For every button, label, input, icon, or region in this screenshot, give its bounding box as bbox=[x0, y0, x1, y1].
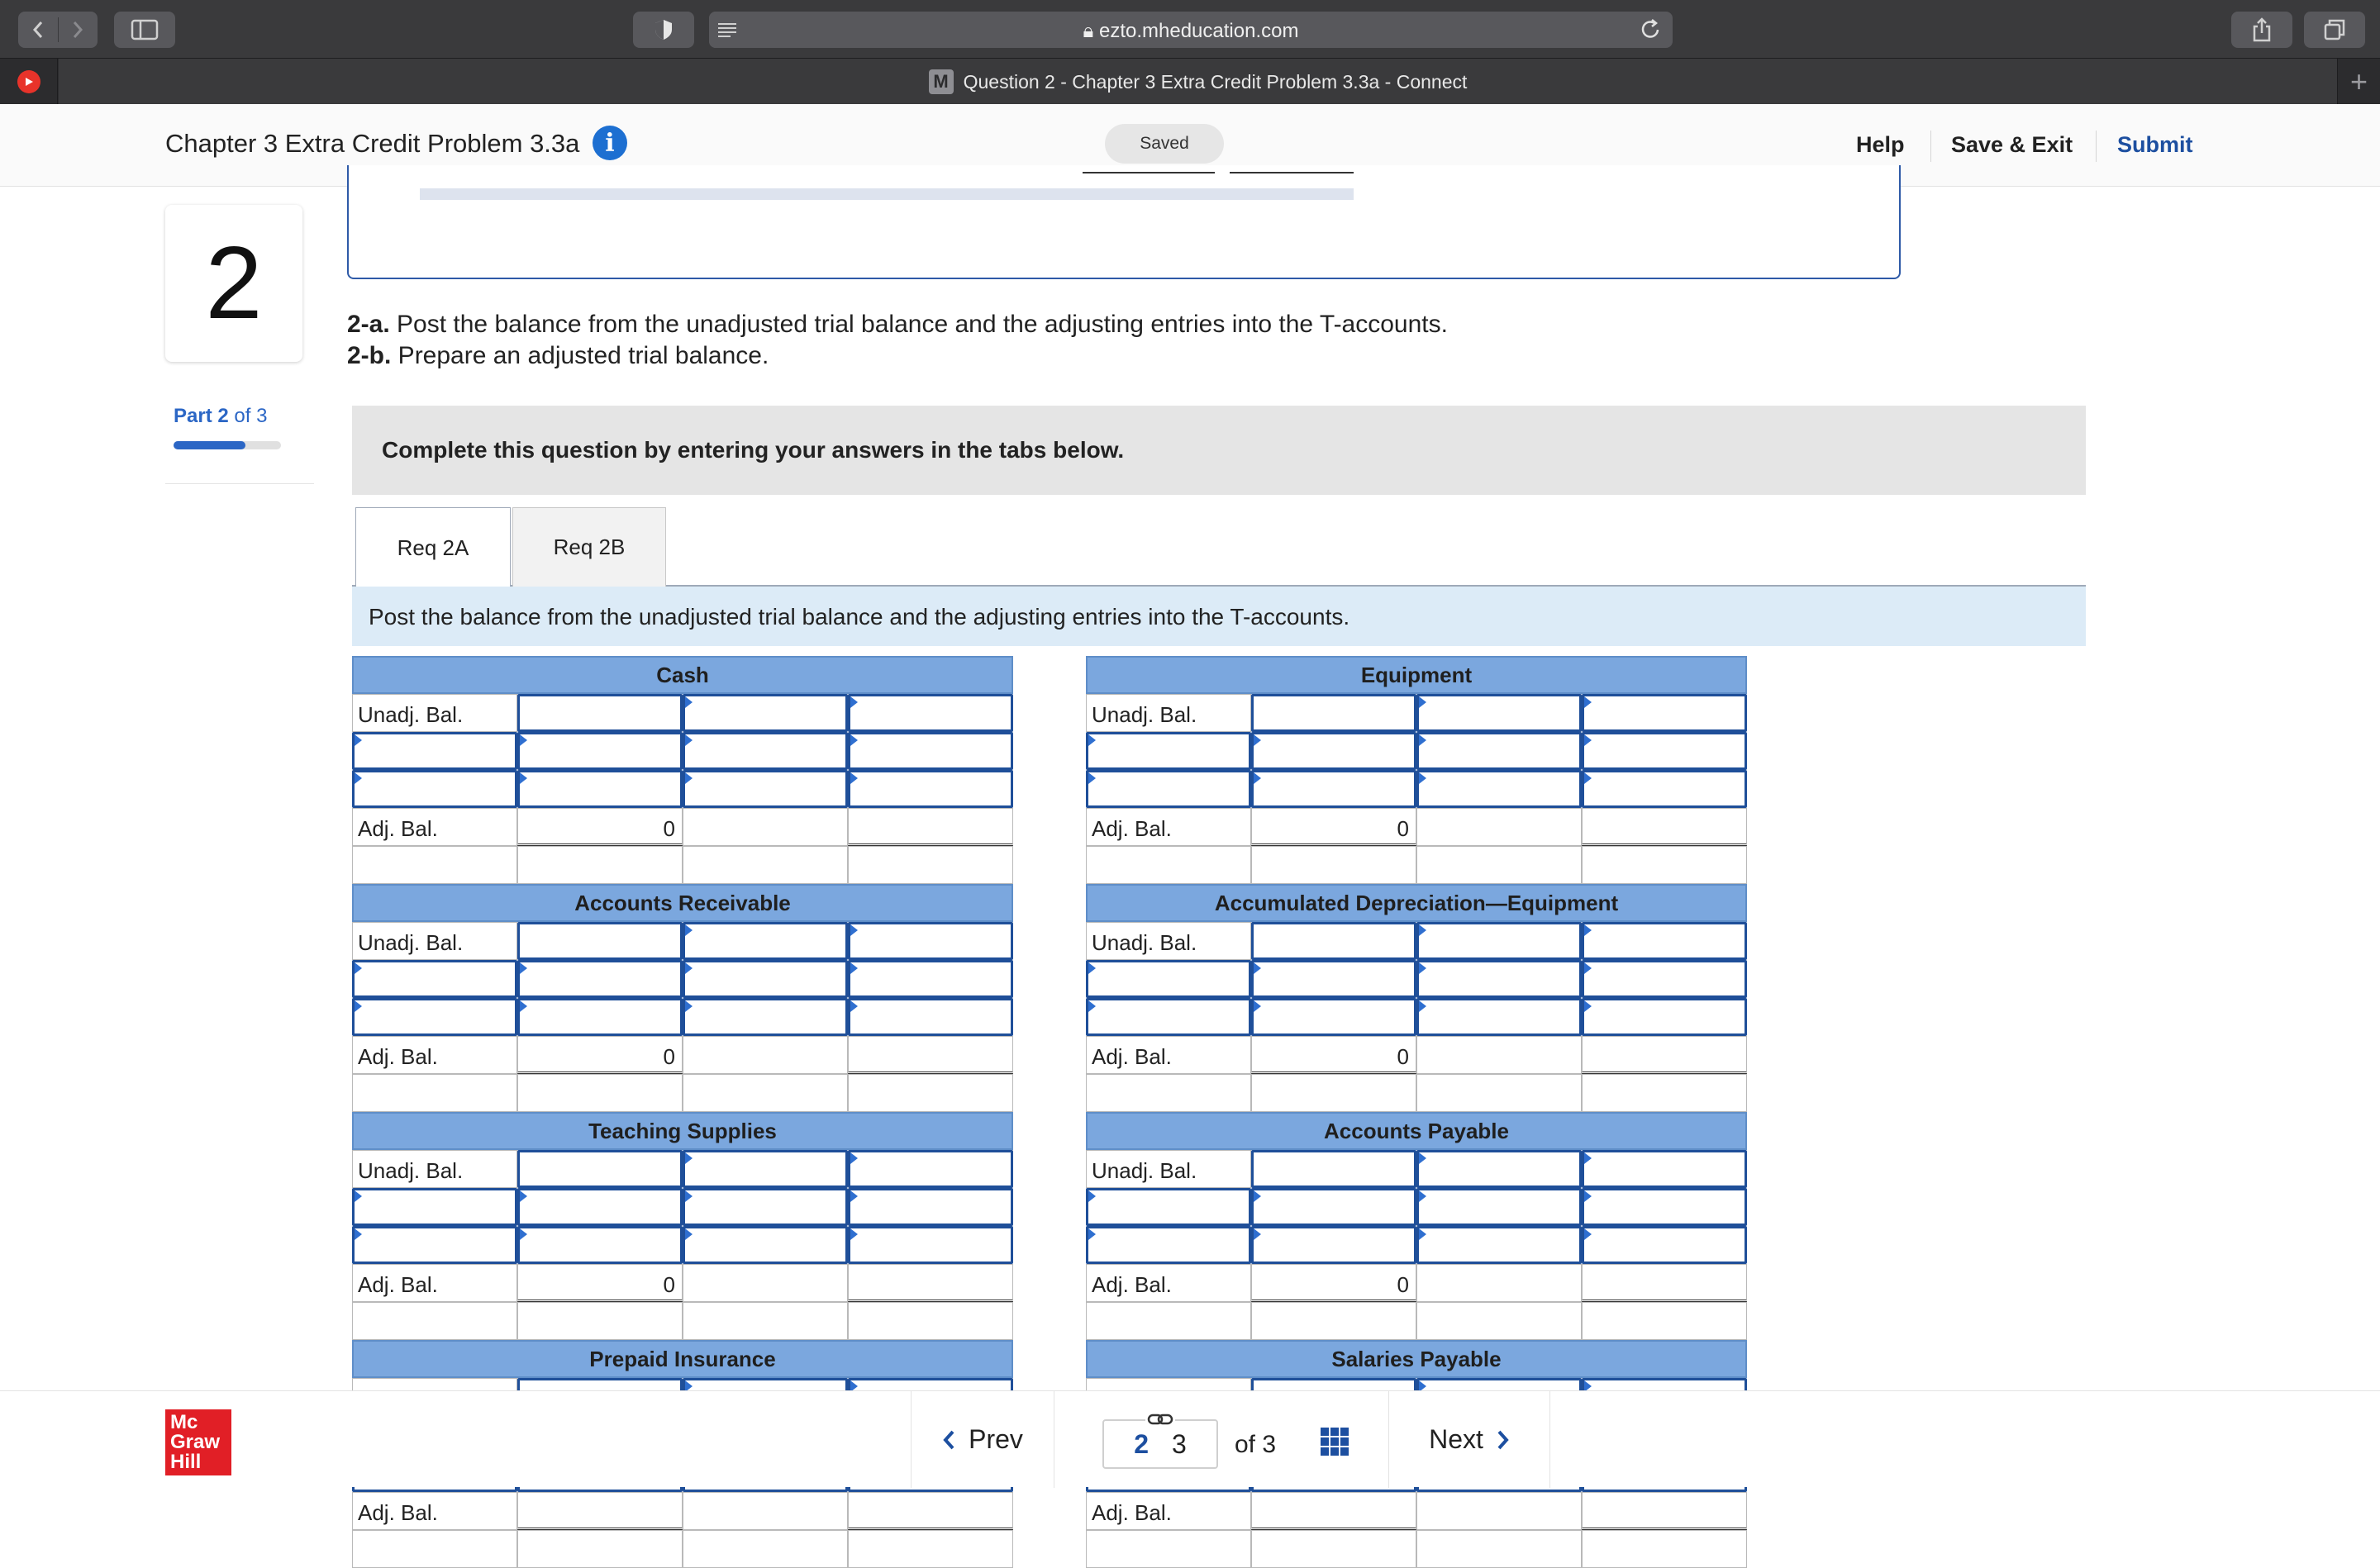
taccount-input[interactable] bbox=[1416, 1150, 1582, 1188]
taccount-input[interactable] bbox=[517, 732, 683, 770]
shield-icon bbox=[654, 18, 674, 41]
adj-balance-credit bbox=[848, 808, 1013, 846]
taccount-input[interactable] bbox=[1416, 960, 1582, 998]
blank-row bbox=[1086, 1530, 1747, 1568]
adj-label: Adj. Bal. bbox=[1086, 1264, 1251, 1302]
taccount-input[interactable] bbox=[848, 732, 1013, 770]
blank-cell bbox=[683, 846, 848, 884]
instructions-text: Complete this question by entering your answers in the tabs below. bbox=[382, 437, 1125, 463]
unadj-row bbox=[352, 1150, 1013, 1188]
taccount-input[interactable] bbox=[848, 1150, 1013, 1188]
entry-row bbox=[352, 1188, 1013, 1226]
line-a-text: Post the balance from the unadjusted trial balance and the adjusting entries into the T-accounts. bbox=[389, 311, 1448, 338]
unadj-label: Unadj. Bal. bbox=[352, 922, 517, 960]
blank-row bbox=[352, 846, 1013, 884]
tab-strip bbox=[0, 58, 2380, 104]
blank-cell bbox=[1582, 846, 1747, 884]
page-total: of 3 bbox=[1235, 1431, 1277, 1458]
next-button[interactable] bbox=[1388, 1391, 1550, 1488]
adj-label: Adj. Bal. bbox=[1086, 1492, 1251, 1530]
address-bar[interactable] bbox=[709, 12, 1673, 48]
taccount-title: Teaching Supplies bbox=[352, 1112, 1013, 1150]
active-tab[interactable] bbox=[59, 59, 2337, 105]
link-icon bbox=[1145, 1411, 1175, 1428]
adj-balance-value bbox=[1251, 1492, 1416, 1530]
help-button[interactable]: Help bbox=[1856, 132, 1905, 157]
blank-cell bbox=[848, 1074, 1013, 1112]
taccount-input[interactable] bbox=[1416, 732, 1582, 770]
taccount-input[interactable] bbox=[1251, 960, 1416, 998]
taccount-input[interactable] bbox=[1582, 1188, 1747, 1226]
blank-cell bbox=[1251, 1074, 1416, 1112]
adj-row bbox=[352, 1036, 1013, 1074]
adj-balance-value: 0 bbox=[1251, 1036, 1416, 1074]
grid-icon[interactable] bbox=[1321, 1428, 1349, 1456]
blank-cell bbox=[1416, 846, 1582, 884]
entry-row bbox=[352, 1226, 1013, 1264]
taccount-input[interactable] bbox=[517, 694, 683, 732]
blank-cell bbox=[517, 1530, 683, 1568]
part-indicator bbox=[174, 405, 267, 428]
taccount-input[interactable] bbox=[1416, 770, 1582, 808]
taccount-input[interactable] bbox=[352, 770, 517, 808]
taccount-input[interactable] bbox=[848, 1226, 1013, 1264]
sidebar-icon bbox=[131, 19, 159, 40]
taccount-input[interactable] bbox=[848, 770, 1013, 808]
adj-balance-credit bbox=[848, 1036, 1013, 1074]
entry-row bbox=[1086, 732, 1747, 770]
unadj-label: Unadj. Bal. bbox=[1086, 694, 1251, 732]
privacy-report-button[interactable] bbox=[633, 12, 694, 48]
chevron-right-icon bbox=[1497, 1429, 1510, 1451]
logo-line: Graw bbox=[170, 1431, 221, 1453]
blank-cell bbox=[1086, 846, 1251, 884]
taccount-input[interactable] bbox=[517, 770, 683, 808]
chevron-left-icon bbox=[31, 20, 45, 40]
part-current: 2 bbox=[217, 405, 229, 427]
blank-cell bbox=[1416, 1036, 1582, 1074]
entry-row bbox=[1086, 998, 1747, 1036]
question-text bbox=[347, 309, 1448, 372]
taccount-input[interactable] bbox=[1086, 732, 1251, 770]
taccount-title: Equipment bbox=[1086, 656, 1747, 694]
adj-row bbox=[1086, 808, 1747, 846]
lock-icon: 🔒︎ bbox=[1083, 20, 1094, 42]
tab-overview-button[interactable] bbox=[2304, 12, 2365, 48]
mcgraw-hill-logo bbox=[165, 1409, 231, 1475]
new-tab-button[interactable]: + bbox=[2337, 59, 2380, 105]
blank-cell bbox=[683, 1264, 848, 1302]
taccount-input[interactable] bbox=[683, 960, 848, 998]
taccount-input[interactable] bbox=[1086, 960, 1251, 998]
back-forward-buttons bbox=[18, 12, 98, 48]
total-underline bbox=[1083, 172, 1215, 173]
entry-row bbox=[352, 732, 1013, 770]
taccount-input[interactable] bbox=[1086, 1188, 1251, 1226]
taccount-input[interactable] bbox=[517, 1226, 683, 1264]
previous-part-panel bbox=[347, 165, 1901, 279]
entry-row bbox=[1086, 1226, 1747, 1264]
logo-line: Hill bbox=[170, 1451, 202, 1473]
entry-row bbox=[352, 770, 1013, 808]
blank-cell bbox=[1251, 846, 1416, 884]
tab-title: Question 2 - Chapter 3 Extra Credit Problem 3.3a - Connect bbox=[963, 70, 1468, 93]
adj-balance-value: 0 bbox=[1251, 1264, 1416, 1302]
taccount-input[interactable] bbox=[1251, 1150, 1416, 1188]
adj-label: Adj. Bal. bbox=[1086, 1036, 1251, 1074]
adj-balance-credit bbox=[848, 1264, 1013, 1302]
taccount-input[interactable] bbox=[1416, 998, 1582, 1036]
blank-cell bbox=[517, 1074, 683, 1112]
prev-button[interactable] bbox=[911, 1391, 1054, 1488]
adj-balance-credit bbox=[1582, 1036, 1747, 1074]
tab-req-2a[interactable]: Req 2A bbox=[355, 507, 511, 588]
blank-cell bbox=[848, 1302, 1013, 1340]
submit-button[interactable]: Submit bbox=[2117, 132, 2193, 157]
part-progress-bar bbox=[174, 441, 281, 449]
taccount-input[interactable] bbox=[683, 770, 848, 808]
blank-cell bbox=[683, 808, 848, 846]
taccount-input[interactable] bbox=[683, 1188, 848, 1226]
taccount-input[interactable] bbox=[1251, 1226, 1416, 1264]
divider bbox=[165, 483, 314, 484]
adj-balance-value: 0 bbox=[1251, 808, 1416, 846]
next-label: Next bbox=[1429, 1424, 1483, 1454]
taccount-input[interactable] bbox=[517, 960, 683, 998]
reload-icon bbox=[1638, 17, 1663, 42]
taccount-input[interactable] bbox=[848, 998, 1013, 1036]
taccount-input[interactable] bbox=[517, 1150, 683, 1188]
blank-row bbox=[352, 1074, 1013, 1112]
taccount-input[interactable] bbox=[683, 694, 848, 732]
taccount-title: Accumulated Depreciation—Equipment bbox=[1086, 884, 1747, 922]
post-instruction-text: Post the balance from the unadjusted trial balance and the adjusting entries into the T-accounts. bbox=[369, 604, 1350, 630]
blank-row bbox=[352, 1530, 1013, 1568]
blank-cell bbox=[1416, 1492, 1582, 1530]
blank-cell bbox=[1086, 1530, 1251, 1568]
taccount-input[interactable] bbox=[1416, 922, 1582, 960]
taccount-input[interactable] bbox=[1582, 922, 1747, 960]
taccount bbox=[352, 1112, 1013, 1340]
entry-row bbox=[1086, 770, 1747, 808]
chevron-right-icon bbox=[71, 20, 84, 40]
blank-cell bbox=[352, 1074, 517, 1112]
taccount-title: Accounts Payable bbox=[1086, 1112, 1747, 1150]
blank-row bbox=[1086, 846, 1747, 884]
part-of: of 3 bbox=[234, 405, 268, 427]
saved-status-badge: Saved bbox=[1105, 124, 1224, 164]
question-line-a bbox=[347, 309, 1448, 340]
instructions-banner bbox=[352, 406, 2086, 495]
taccount-input[interactable] bbox=[848, 960, 1013, 998]
blank-cell bbox=[517, 1302, 683, 1340]
save-exit-button[interactable]: Save & Exit bbox=[1951, 132, 2073, 157]
question-line-b bbox=[347, 340, 1448, 372]
taccount-title: Cash bbox=[352, 656, 1013, 694]
blank-cell bbox=[1086, 1074, 1251, 1112]
blank-cell bbox=[1582, 1074, 1747, 1112]
blank-row bbox=[1086, 1302, 1747, 1340]
taccount-input[interactable] bbox=[1582, 732, 1747, 770]
taccount-input[interactable] bbox=[1582, 694, 1747, 732]
taccount-input[interactable] bbox=[517, 1188, 683, 1226]
adj-label: Adj. Bal. bbox=[352, 1036, 517, 1074]
taccount-input[interactable] bbox=[1086, 770, 1251, 808]
info-icon[interactable]: i bbox=[593, 126, 627, 160]
adj-balance-value bbox=[517, 1492, 683, 1530]
prev-label: Prev bbox=[969, 1424, 1023, 1454]
adj-balance-credit bbox=[1582, 1492, 1747, 1530]
adj-row bbox=[352, 1492, 1013, 1530]
taccount-input[interactable] bbox=[1582, 770, 1747, 808]
line-b-text: Prepare an adjusted trial balance. bbox=[391, 342, 769, 369]
blank-cell bbox=[683, 1036, 848, 1074]
blank-cell bbox=[517, 846, 683, 884]
adj-balance-credit bbox=[1582, 1264, 1747, 1302]
blank-cell bbox=[1251, 1530, 1416, 1568]
tab-req-2b[interactable]: Req 2B bbox=[512, 507, 666, 587]
unadj-label: Unadj. Bal. bbox=[352, 1150, 517, 1188]
taccount-input[interactable] bbox=[683, 998, 848, 1036]
taccount-input[interactable] bbox=[1086, 998, 1251, 1036]
adj-balance-value: 0 bbox=[517, 808, 683, 846]
page-next[interactable]: 3 bbox=[1172, 1428, 1187, 1459]
unadj-row bbox=[352, 922, 1013, 960]
adj-row bbox=[1086, 1036, 1747, 1074]
part-progress-fill bbox=[174, 441, 245, 449]
unadj-label: Unadj. Bal. bbox=[352, 694, 517, 732]
blank-cell bbox=[1416, 808, 1582, 846]
page-current[interactable]: 2 bbox=[1134, 1428, 1149, 1459]
adj-balance-credit bbox=[1582, 808, 1747, 846]
entry-row bbox=[1086, 1188, 1747, 1226]
taccount-input[interactable] bbox=[1251, 770, 1416, 808]
taccount-input[interactable] bbox=[1086, 1226, 1251, 1264]
adj-row bbox=[1086, 1492, 1747, 1530]
taccount-input[interactable] bbox=[517, 998, 683, 1036]
taccount-input[interactable] bbox=[517, 922, 683, 960]
part-word: Part bbox=[174, 405, 212, 427]
unadj-row bbox=[352, 694, 1013, 732]
taccount-input[interactable] bbox=[1251, 694, 1416, 732]
taccount-input[interactable] bbox=[1582, 1150, 1747, 1188]
adj-label: Adj. Bal. bbox=[352, 1264, 517, 1302]
page-title: Chapter 3 Extra Credit Problem 3.3a bbox=[165, 129, 580, 158]
taccount-input[interactable] bbox=[1582, 998, 1747, 1036]
entry-row bbox=[1086, 960, 1747, 998]
blank-cell bbox=[848, 846, 1013, 884]
taccount-input[interactable] bbox=[352, 732, 517, 770]
taccount bbox=[352, 656, 1013, 884]
total-underline bbox=[1230, 172, 1354, 173]
taccount-input[interactable] bbox=[1416, 1188, 1582, 1226]
taccount-input[interactable] bbox=[1251, 1188, 1416, 1226]
pinned-tab[interactable] bbox=[0, 59, 58, 105]
reload-button[interactable] bbox=[1638, 17, 1663, 42]
blank-cell bbox=[683, 1492, 848, 1530]
entry-row bbox=[352, 998, 1013, 1036]
unadj-row bbox=[1086, 922, 1747, 960]
blank-cell bbox=[1416, 1302, 1582, 1340]
taccount-input[interactable] bbox=[683, 922, 848, 960]
question-number: 2 bbox=[165, 205, 302, 362]
blank-cell bbox=[1251, 1302, 1416, 1340]
url: ezto.mheducation.com bbox=[1098, 20, 1299, 42]
taccount-title: Accounts Receivable bbox=[352, 884, 1013, 922]
taccount-input[interactable] bbox=[1416, 1226, 1582, 1264]
post-instruction-banner bbox=[352, 587, 2086, 646]
taccount-input[interactable] bbox=[352, 1188, 517, 1226]
blank-cell bbox=[1582, 1302, 1747, 1340]
taccount-input[interactable] bbox=[848, 694, 1013, 732]
blank-cell bbox=[352, 1302, 517, 1340]
taccount bbox=[1086, 1112, 1747, 1340]
page-navigator bbox=[1054, 1391, 1388, 1488]
taccount-input[interactable] bbox=[352, 960, 517, 998]
taccount-input[interactable] bbox=[1582, 1226, 1747, 1264]
footer-nav bbox=[0, 1390, 2380, 1487]
entry-row bbox=[352, 960, 1013, 998]
req-tabs bbox=[352, 507, 2086, 587]
line-b-prefix: 2-b. bbox=[347, 342, 392, 369]
taccount-input[interactable] bbox=[683, 1226, 848, 1264]
adj-balance-credit bbox=[848, 1492, 1013, 1530]
adj-row bbox=[1086, 1264, 1747, 1302]
unadj-label: Unadj. Bal. bbox=[1086, 1150, 1251, 1188]
taccount-input[interactable] bbox=[848, 1188, 1013, 1226]
unadj-row bbox=[1086, 694, 1747, 732]
taccount-input[interactable] bbox=[352, 998, 517, 1036]
blank-row bbox=[352, 1302, 1013, 1340]
blank-row bbox=[1086, 1074, 1747, 1112]
unadj-label: Unadj. Bal. bbox=[1086, 922, 1251, 960]
share-icon bbox=[2252, 17, 2272, 42]
adj-row bbox=[352, 808, 1013, 846]
taccount bbox=[352, 884, 1013, 1112]
blank-cell bbox=[1582, 1530, 1747, 1568]
taccount bbox=[1086, 884, 1747, 1112]
adj-label: Adj. Bal. bbox=[352, 1492, 517, 1530]
logo-line: Mc bbox=[170, 1411, 198, 1433]
sidebar-toggle-button[interactable] bbox=[114, 12, 175, 48]
blank-cell bbox=[1416, 1530, 1582, 1568]
taccount-input[interactable] bbox=[683, 1150, 848, 1188]
share-button[interactable] bbox=[2231, 12, 2292, 48]
taccount-input[interactable] bbox=[1582, 960, 1747, 998]
blank-cell bbox=[848, 1530, 1013, 1568]
taccount-input[interactable] bbox=[352, 1226, 517, 1264]
adj-balance-value: 0 bbox=[517, 1264, 683, 1302]
chevron-left-icon bbox=[942, 1429, 955, 1451]
taccount-title: Prepaid Insurance bbox=[352, 1340, 1013, 1378]
taccount-title: Salaries Payable bbox=[1086, 1340, 1747, 1378]
taccount-input[interactable] bbox=[683, 732, 848, 770]
unadj-row bbox=[1086, 1150, 1747, 1188]
blank-cell bbox=[1416, 1074, 1582, 1112]
tabs-icon bbox=[2323, 18, 2346, 41]
browser-chrome bbox=[0, 0, 2380, 104]
blank-cell bbox=[1416, 1264, 1582, 1302]
taccount bbox=[1086, 656, 1747, 884]
blank-cell bbox=[352, 846, 517, 884]
forward-button[interactable] bbox=[58, 12, 98, 48]
blank-cell bbox=[352, 1530, 517, 1568]
totals-row bbox=[420, 188, 1354, 200]
taccount-input[interactable] bbox=[1251, 922, 1416, 960]
adj-label: Adj. Bal. bbox=[1086, 808, 1251, 846]
adj-balance-value: 0 bbox=[517, 1036, 683, 1074]
blank-cell bbox=[683, 1074, 848, 1112]
url-text bbox=[709, 20, 1673, 43]
line-a-prefix: 2-a. bbox=[347, 311, 390, 338]
adj-label: Adj. Bal. bbox=[352, 808, 517, 846]
back-button[interactable] bbox=[18, 12, 58, 48]
taccount-input[interactable] bbox=[1416, 694, 1582, 732]
blank-cell bbox=[1086, 1302, 1251, 1340]
divider bbox=[2096, 131, 2097, 162]
taccount-input[interactable] bbox=[1251, 732, 1416, 770]
blank-cell bbox=[683, 1302, 848, 1340]
youtube-icon bbox=[17, 70, 40, 93]
divider bbox=[1930, 131, 1931, 162]
taccount-input[interactable] bbox=[848, 922, 1013, 960]
adj-row bbox=[352, 1264, 1013, 1302]
tab-favicon: M bbox=[929, 69, 954, 94]
taccount-input[interactable] bbox=[1251, 998, 1416, 1036]
blank-cell bbox=[683, 1530, 848, 1568]
